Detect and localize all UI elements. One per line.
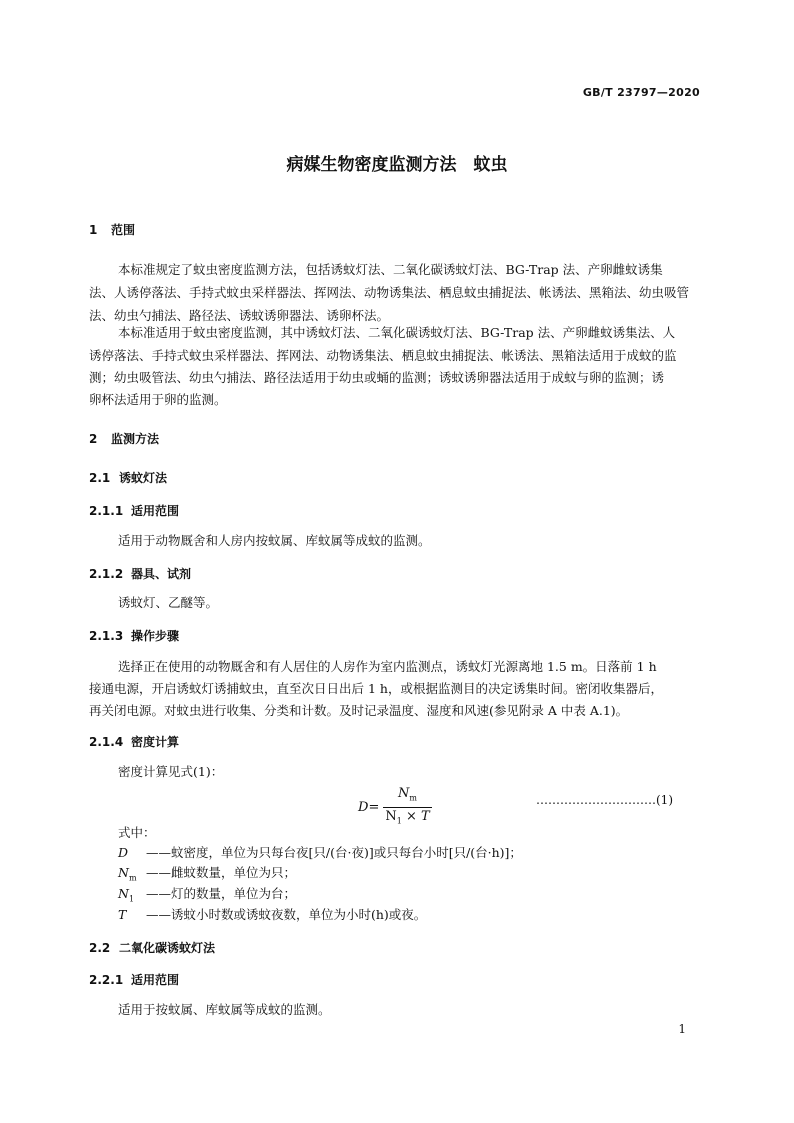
section-number: 2 <box>89 432 98 446</box>
section-title: 操作步骤 <box>131 629 180 643</box>
paragraph-line: 诱停落法、手持式蚊虫采样器法、挥网法、动物诱集法、栖息蚊虫捕捉法、帐诱法、黑箱法适用于成蚊的监 <box>89 348 677 363</box>
paragraph-line: 法、幼虫勺捕法、路径法、诱蚊诱卵器法、诱卵杯法。 <box>89 308 390 323</box>
formula-numerator: $N_m$ <box>383 786 431 808</box>
section-heading-2 <box>89 430 159 447</box>
section-heading-2-2-1 <box>89 971 179 988</box>
variable-definition <box>118 903 426 932</box>
variable-symbol: $N_1$ <box>118 886 135 904</box>
section-title: 监测方法 <box>111 432 160 446</box>
section-heading-2-1-4 <box>89 733 179 750</box>
paragraph-line: 法、人诱停落法、手持式蚊虫采样器法、挥网法、动物诱集法、栖息蚊虫捕捉法、帐诱法、黑箱法、幼虫吸管 <box>89 285 690 300</box>
section-number: 2.2.1 <box>89 973 124 987</box>
paragraph-line: 本标准适用于蚊虫密度监测，其中诱蚊灯法、二氧化碳诱蚊灯法、BG-Trap 法、产卵雌蚊诱集法、人 <box>118 325 676 340</box>
variable-symbol: D <box>118 845 129 860</box>
variable-symbol: $N_m$ <box>118 865 137 883</box>
paragraph-line: 接通电源，开启诱蚊灯诱捕蚊虫，直至次日日出后 1 h，或根据监测目的决定诱集时间。密闭收集器后， <box>89 681 663 696</box>
paragraph-line: 卵杯法适用于卵的监测。 <box>89 392 227 407</box>
section-heading-2-2 <box>89 939 215 956</box>
paragraph-line: 本标准规定了蚊虫密度监测方法，包括诱蚊灯法、二氧化碳诱蚊灯法、BG-Trap 法、产卵雌蚊诱集 <box>118 262 663 277</box>
section-heading-2-1 <box>89 469 167 486</box>
section-number: 2.1.2 <box>89 567 124 581</box>
paragraph-line: 适用于按蚊属、库蚊属等成蚊的监测。 <box>118 1002 331 1017</box>
paragraph-line: 测；幼虫吸管法、幼虫勺捕法、路径法适用于幼虫或蛹的监测；诱蚊诱卵器法适用于成蚊与卵的监测；诱 <box>89 370 665 385</box>
section-title: 诱蚊灯法 <box>119 471 168 485</box>
where-label: 式中： <box>118 825 156 840</box>
variable-description: ——诱蚊小时数或诱蚊夜数，单位为小时(h)或夜。 <box>146 907 427 922</box>
formula-lhs: D <box>358 800 369 816</box>
variable-description: ——灯的数量，单位为台； <box>146 886 297 901</box>
section-heading-2-1-3 <box>89 627 179 644</box>
section-number: 1 <box>89 223 98 237</box>
section-number: 2.2 <box>89 941 111 955</box>
formula-equals: = <box>368 800 380 816</box>
section-title: 适用范围 <box>131 504 180 518</box>
equation-number: …………………………(1) <box>536 793 673 807</box>
document-title: 病媒生物密度监测方法 蚊虫 <box>286 155 508 175</box>
section-title: 二氧化碳诱蚊灯法 <box>119 941 216 955</box>
paragraph-line: 密度计算见式(1)： <box>118 764 224 779</box>
section-heading-2-1-2 <box>89 565 191 582</box>
paragraph-line: 诱蚊灯、乙醚等。 <box>118 595 219 610</box>
section-heading-2-1-1 <box>89 502 179 519</box>
standard-number: GB/T 23797—2020 <box>582 86 700 99</box>
section-title: 器具、试剂 <box>131 567 192 581</box>
section-title: 范围 <box>111 223 136 237</box>
paragraph-line: 选择正在使用的动物厩舍和有人居住的人房作为室内监测点，诱蚊灯光源离地 1.5 m。日落前 1 h <box>118 659 657 674</box>
paragraph-line: 再关闭电源。对蚊虫进行收集、分类和计数。及时记录温度、湿度和风速(参见附录 A 中表 A.1)。 <box>89 703 629 718</box>
section-heading-1 <box>89 221 135 238</box>
formula-denominator: $N_1 \times T$ <box>385 808 430 826</box>
variable-description: ——蚊密度，单位为只每台夜[只/(台·夜)]或只每台小时[只/(台·h)]； <box>146 845 522 860</box>
formula-fraction <box>383 786 431 829</box>
paragraph-line: 适用于动物厩舍和人房内按蚊属、库蚊属等成蚊的监测。 <box>118 533 431 548</box>
section-number: 2.1.3 <box>89 629 124 643</box>
section-title: 适用范围 <box>131 973 180 987</box>
variable-symbol: T <box>118 907 127 922</box>
section-number: 2.1 <box>89 471 111 485</box>
section-title: 密度计算 <box>131 735 180 749</box>
page-number: 1 <box>678 1022 686 1036</box>
variable-description: ——雌蚊数量，单位为只； <box>146 865 297 880</box>
section-number: 2.1.1 <box>89 504 124 518</box>
section-number: 2.1.4 <box>89 735 124 749</box>
density-formula <box>358 786 432 829</box>
